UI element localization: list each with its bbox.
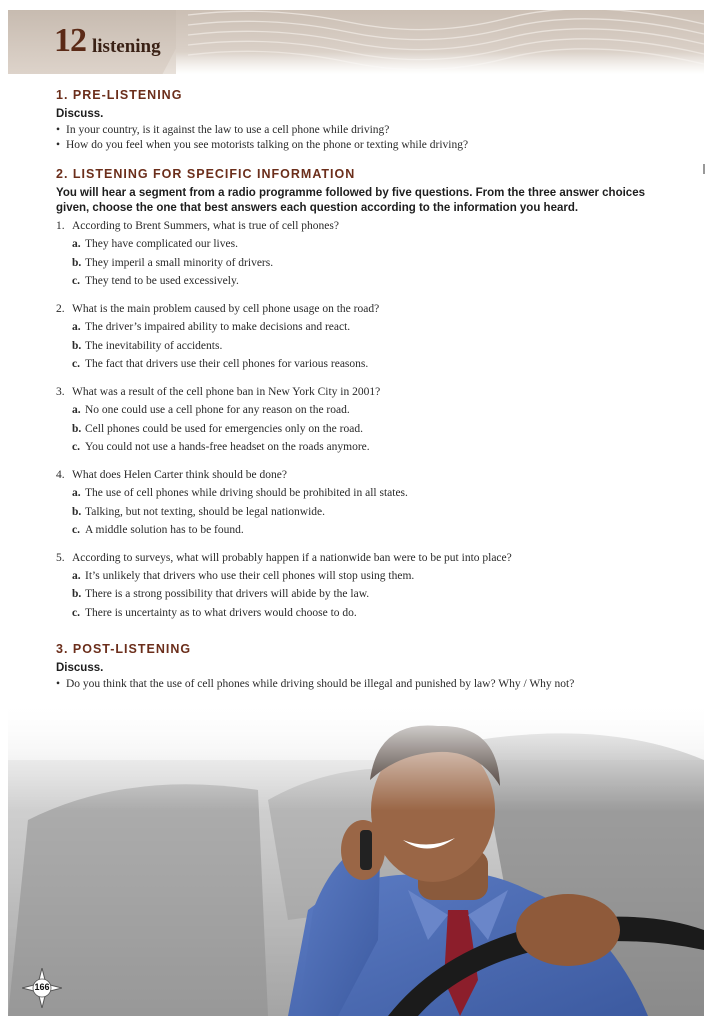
edge-mark (703, 164, 705, 174)
section-heading-post-listening: 3. POST-LISTENING (56, 642, 192, 656)
answer-option: c. The fact that drivers use their cell phones for various reasons. (72, 358, 369, 370)
answer-option: b. There is a strong possibility that drivers will abide by the law. (72, 588, 370, 600)
question: 1. According to Brent Summers, what is true of cell phones? (56, 220, 339, 232)
section-heading-listening-specific: 2. LISTENING FOR SPECIFIC INFORMATION (56, 167, 356, 181)
question: 2. What is the main problem caused by cell phone usage on the road? (56, 303, 380, 315)
unit-number: 12 (54, 22, 86, 59)
header-fade (176, 52, 704, 74)
discussion-bullet: • In your country, is it against the law to use a cell phone while driving? (56, 124, 390, 136)
section-instruction: Discuss. (56, 108, 104, 120)
discussion-bullet: • Do you think that the use of cell phones while driving should be illegal and punished by law? Why / Why not? (56, 678, 575, 690)
answer-option: a. It’s unlikely that drivers who use their cell phones will stop using them. (72, 570, 415, 582)
photo-man-driving-on-phone (8, 700, 704, 1016)
section-instruction: You will hear a segment from a radio programme followed by five questions. From the three answer choices given, choose the one that best answers each question according to the information you heard. (56, 187, 645, 214)
answer-option: c. A middle solution has to be found. (72, 524, 244, 536)
answer-option: c. They tend to be used excessively. (72, 275, 239, 287)
unit-title: listening (92, 36, 161, 57)
answer-option: c. You could not use a hands-free headset on the roads anymore. (72, 441, 370, 453)
answer-option: b. The inevitability of accidents. (72, 340, 223, 352)
question: 3. What was a result of the cell phone ban in New York City in 2001? (56, 386, 381, 398)
page-number: 166 (34, 982, 50, 992)
answer-option: b. Cell phones could be used for emergencies only on the road. (72, 423, 363, 435)
answer-option: a. They have complicated our lives. (72, 238, 238, 250)
answer-option: b. They imperil a small minority of drivers. (72, 257, 274, 269)
discussion-bullet: • How do you feel when you see motorists talking on the phone or texting while driving? (56, 139, 469, 151)
answer-option: a. The use of cell phones while driving should be prohibited in all states. (72, 487, 408, 499)
section-instruction: Discuss. (56, 662, 104, 674)
question: 4. What does Helen Carter think should be done? (56, 469, 287, 481)
answer-option: a. No one could use a cell phone for any reason on the road. (72, 404, 350, 416)
answer-option: b. Talking, but not texting, should be legal nationwide. (72, 506, 326, 518)
answer-option: c. There is uncertainty as to what drivers would choose to do. (72, 607, 357, 619)
answer-option: a. The driver’s impaired ability to make decisions and react. (72, 321, 351, 333)
section-heading-pre-listening: 1. PRE-LISTENING (56, 88, 183, 102)
question: 5. According to surveys, what will probably happen if a nationwide ban were to be put into place? (56, 552, 512, 564)
